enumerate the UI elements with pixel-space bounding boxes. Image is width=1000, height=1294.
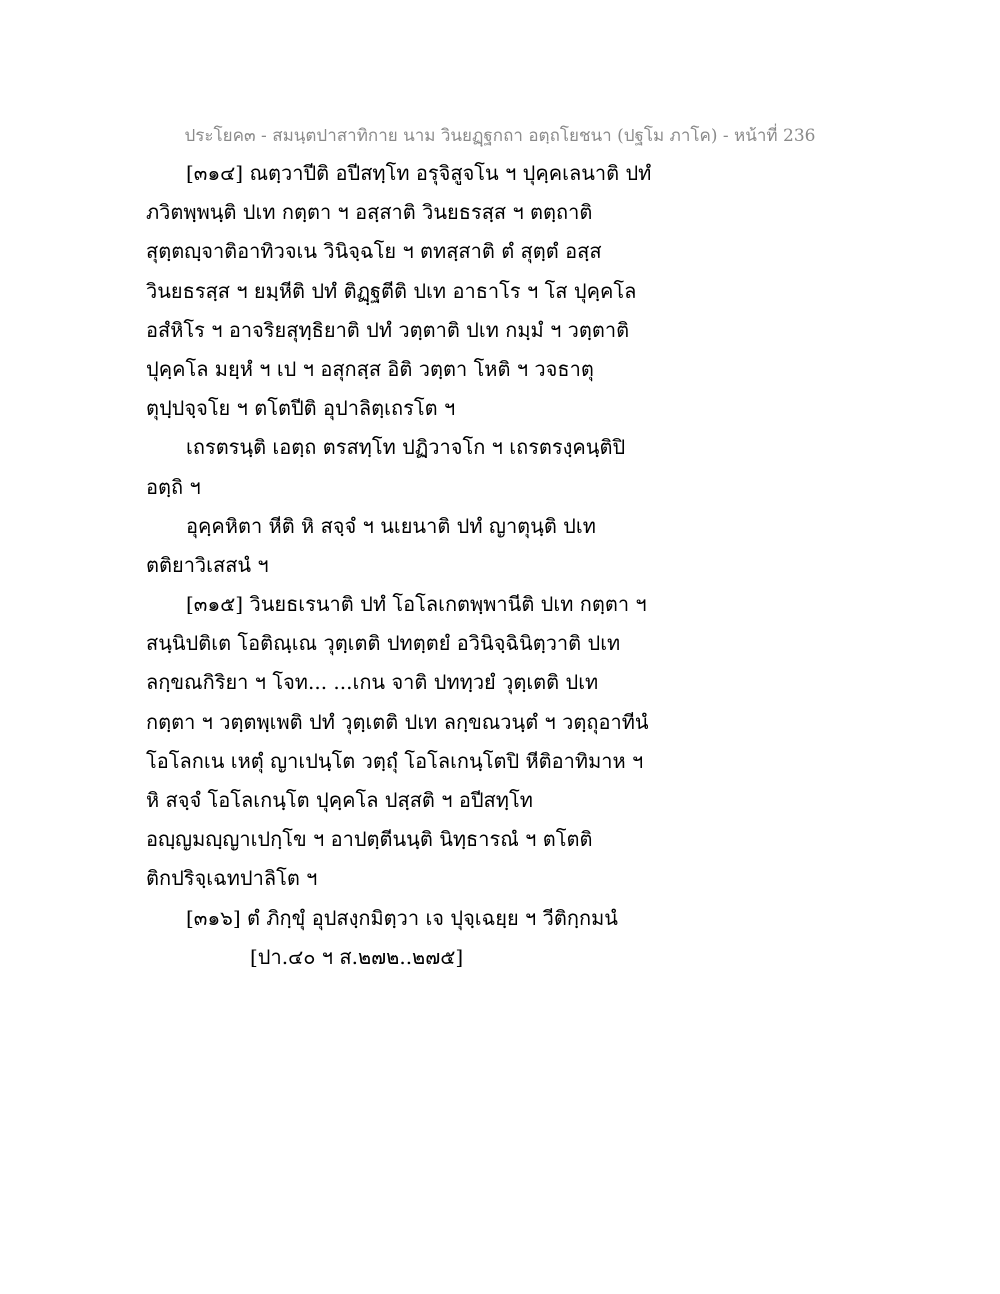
text-line: อุคฺคหิตา หีติ หิ สจฺจํ ฯ นเยนาติ ปทํ ญาตุนฺติ ปเท bbox=[186, 513, 596, 538]
text-line: สนฺนิปติเต โอติณฺเณ วุตฺเตติ ปทตฺตยํ อวินิจฺฉินิตฺวาติ ปเท bbox=[146, 631, 621, 656]
text-line: อสํหิโร ฯ อาจริยสุทฺธิยาติ ปทํ วตฺตาติ ปเท กมฺมํ ฯ วตฺตาติ bbox=[146, 317, 630, 342]
text-line: [๓๑๖] ตํ ภิกฺขุํ อุปสงฺกมิตฺวา เจ ปุจฺเฉยฺย ฯ วีติกฺกมนํ bbox=[186, 905, 618, 930]
text-line: อตฺถิ ฯ bbox=[146, 474, 201, 499]
text-line: [๓๑๕] วินยธเรนาติ ปทํ โอโลเกตพฺพานีติ ปเท กตฺตา ฯ bbox=[186, 592, 647, 617]
text-line: หิ สจฺจํ โอโลเกนฺโต ปุคฺคโล ปสฺสติ ฯ อปีสทฺโท bbox=[146, 788, 533, 812]
text-line: อญฺญมญฺญาเปกฺโข ฯ อาปตฺตีนนฺติ นิทฺธารณํ ฯ ตโตติ bbox=[146, 827, 593, 852]
text-line: ตุปฺปจฺจโย ฯ ตโตปีติ อุปาลิตฺเถรโต ฯ bbox=[146, 396, 456, 421]
text-line: ปุคฺคโล มยฺหํ ฯ เป ฯ อสุกสฺส อิติ วตฺตา โหติ ฯ วจธาตุ bbox=[146, 356, 594, 381]
text-line: ลกฺขณกิริยา ฯ โจท... ...เกน จาติ ปททฺวยํ วุตฺเตติ ปเท bbox=[146, 670, 599, 695]
text-line: กตฺตา ฯ วตฺตพฺเพติ ปทํ วุตฺเตติ ปเท ลกฺขณวนฺตํ ฯ วตฺถุอาทีนํ bbox=[146, 709, 649, 734]
page-reference: [ปา.๔๐ ฯ ส.๒๗๒..๒๗๕] bbox=[250, 944, 464, 969]
text-line: เถรตรนฺติ เอตฺถ ตรสทฺโท ปฏิวาจโก ฯ เถรตรงฺคนฺติปิ bbox=[186, 435, 626, 460]
page-header: ประโยค๓ - สมนฺตปาสาทิกาย นาม วินยฏฺฐกถา อตฺถโยชนา (ปฐโม ภาโค) - หน้าที่ 236 bbox=[184, 126, 816, 146]
text-line: ตติยาวิเสสนํ ฯ bbox=[146, 552, 269, 577]
text-line: วินยธรสฺส ฯ ยมฺหีติ ปทํ ติฏฺฐตีติ ปเท อาธาโร ฯ โส ปุคฺคโล bbox=[146, 278, 637, 303]
text-line: สุตฺตญฺจาติอาทิวจเน วินิจฺฉโย ฯ ตทสฺสาติ ตํ สุตฺตํ อสฺส bbox=[146, 239, 602, 264]
body-text bbox=[146, 154, 846, 977]
text-line: โอโลกเน เหตุํ ญาเปนฺโต วตฺถุํ โอโลเกนฺโตปิ หีติอาทิมาห ฯ bbox=[146, 748, 644, 773]
text-line: ภวิตพฺพนฺติ ปเท กตฺตา ฯ อสฺสาติ วินยธรสฺส ฯ ตตฺถาติ bbox=[146, 200, 593, 225]
text-line: ติกปริจฺเฉทปาลิโต ฯ bbox=[146, 866, 318, 891]
text-line: [๓๑๔] ณตฺวาปีติ อปีสทฺโท อรุจิสูจโน ฯ ปุคฺคเลนาติ ปทํ bbox=[186, 161, 652, 185]
